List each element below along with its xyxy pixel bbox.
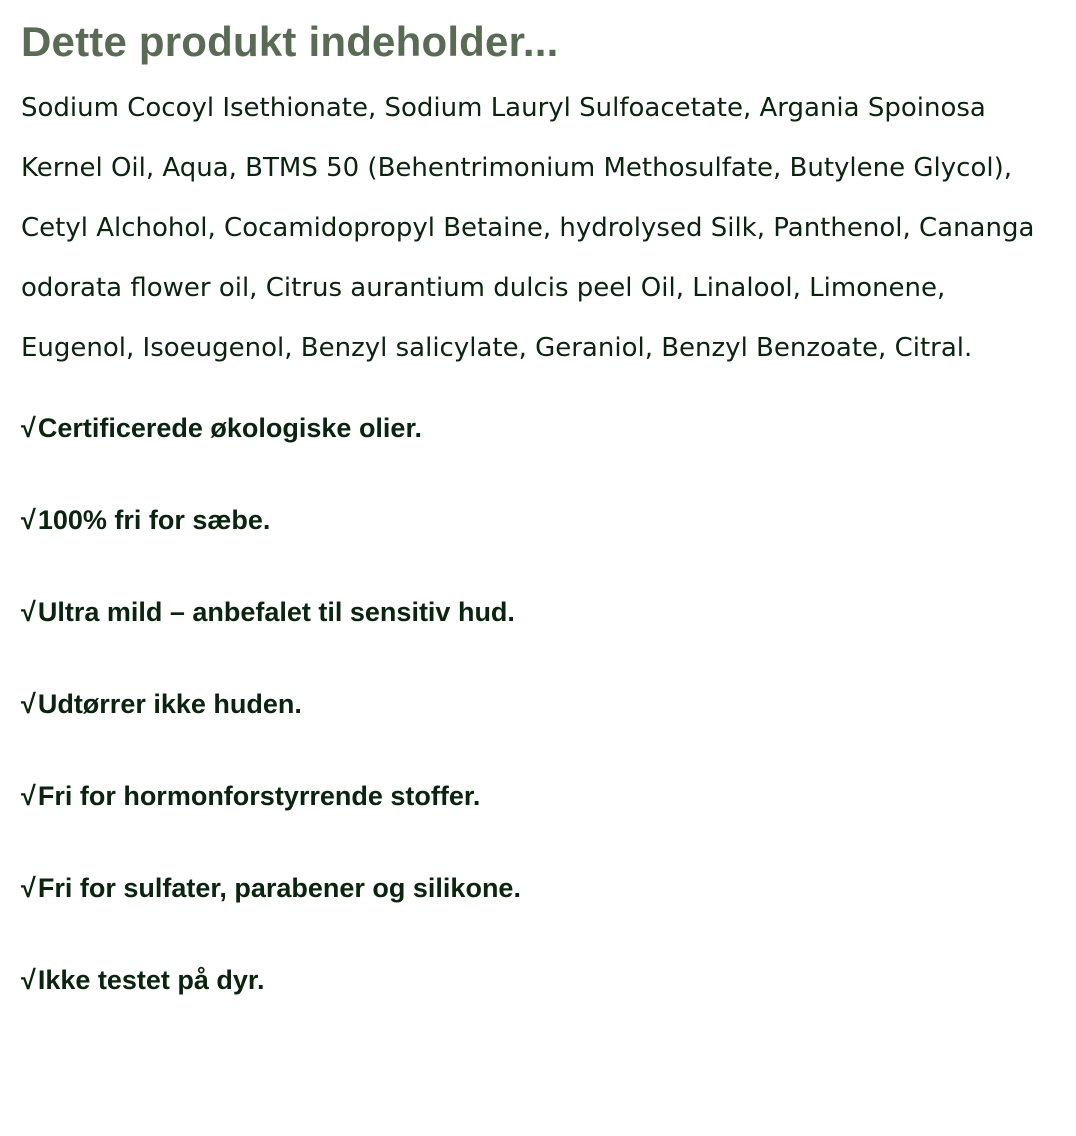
feature-label: Udtørrer ikke huden. [37, 689, 302, 719]
check-icon: √ [21, 873, 36, 903]
check-icon: √ [21, 505, 36, 535]
feature-item [21, 962, 1061, 1054]
check-icon: √ [21, 597, 36, 627]
feature-label: Ultra mild – anbefalet til sensitiv hud. [37, 597, 515, 627]
feature-item [21, 410, 1061, 502]
product-contents-section [21, 14, 1061, 1054]
feature-label: 100% fri for sæbe. [37, 505, 271, 535]
feature-item [21, 686, 1061, 778]
feature-item [21, 502, 1061, 594]
feature-item [21, 594, 1061, 686]
check-icon: √ [21, 689, 36, 719]
feature-label: Ikke testet på dyr. [37, 965, 265, 995]
feature-label: Fri for sulfater, parabener og silikone. [37, 873, 521, 903]
feature-item [21, 870, 1061, 962]
check-icon: √ [21, 965, 36, 995]
check-icon: √ [21, 413, 36, 443]
feature-label: Certificerede økologiske olier. [37, 413, 422, 443]
feature-item [21, 778, 1061, 870]
ingredients-text: Sodium Cocoyl Isethionate, Sodium Lauryl Sulfoacetate, Argania Spoinosa Kernel Oil, Aqua, BTMS 50 (Behentrimonium Methosulfate, Butylene Glycol), Cetyl Alchohol, Cocamidopropyl Betaine, hydrolysed Silk, Panthenol, Cananga odorata flower oil, Citrus aurantium dulcis peel Oil, Linalool, Limonene, Eugenol, Isoeugenol, Benzyl salicylate, Geraniol, Benzyl Benzoate, Citral. [21, 93, 1035, 363]
check-icon: √ [21, 781, 36, 811]
section-heading: Dette produkt indeholder... [21, 18, 559, 65]
feature-list [21, 410, 1061, 1054]
feature-label: Fri for hormonforstyrrende stoffer. [37, 781, 481, 811]
